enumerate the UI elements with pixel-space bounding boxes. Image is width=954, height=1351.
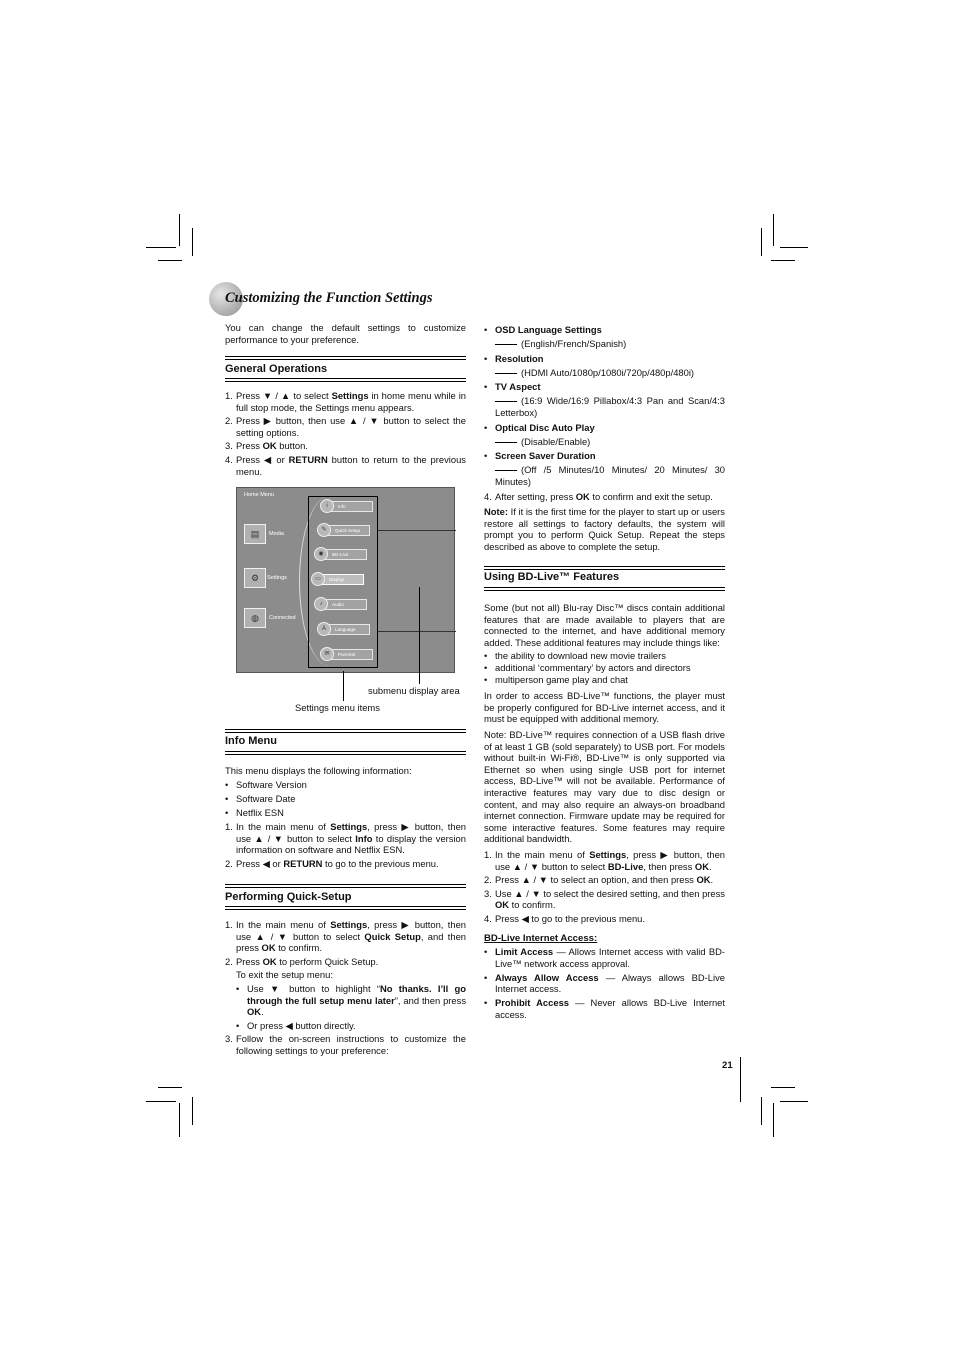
setting-values: (Disable/Enable) [484, 436, 725, 448]
access-heading: BD-Live Internet Access: [484, 933, 598, 944]
step-text: Press OK button. [236, 440, 308, 452]
submenu-item-label: Language [335, 627, 356, 632]
step-number: 1. [225, 820, 233, 832]
step-number: 2. [484, 874, 492, 886]
settings-list [484, 324, 725, 553]
info-list [225, 779, 466, 871]
access-option: • Always Allow Access — Always allows BD-Live Internet access. [484, 972, 725, 995]
home-menu-label: Home Menu [244, 492, 274, 498]
list-item: • Software Date [225, 793, 466, 805]
disc-icon: ◉ [314, 547, 328, 561]
list-item: • Netflix ESN [225, 807, 466, 819]
monitor-icon: ▭ [311, 572, 325, 586]
step-text: After setting, press OK to confirm and exit the setup. [495, 490, 713, 502]
setting-values: (16:9 Wide/16:9 Pillabox/4:3 Pan and Scan/4:3 Letterbox) [495, 395, 725, 419]
note-text: Note: If it is the first time for the player to start up or users restore all settings to factory defaults, the system will prompt you to perform Quick Setup. Repeat the steps described as above to complete the setup. [484, 506, 725, 552]
step-number: 1. [484, 849, 492, 860]
wand-icon: ✎ [317, 523, 331, 537]
step-text: Press ▼ / ▲ to select Settings in home menu while in full stop mode, the Settings menu appears. [236, 390, 466, 413]
list-item [484, 888, 725, 911]
setting-name: • Resolution [484, 353, 725, 365]
submenu-item-label: Quick Setup [335, 528, 361, 533]
general-steps [225, 390, 466, 479]
step-text: Press ▶ button, then use ▲ / ▼ button to select the setting options. [236, 415, 466, 438]
submenu-item [323, 501, 373, 512]
setting-values: (Off /5 Minutes/10 Minutes/ 20 Minutes/ 30 Minutes) [495, 464, 725, 488]
list-item [225, 415, 466, 438]
quick-heading: Performing Quick-Setup [225, 891, 352, 903]
speaker-icon: ♪ [314, 597, 328, 611]
list-item: • Or press ◀ button directly. [236, 1020, 466, 1032]
list-item: • Use ▼ button to highlight “No thanks. I’ll go through the full setup menu later”, and then press OK. [236, 983, 466, 1018]
bd-steps [484, 849, 725, 927]
list-item: • the ability to download new movie trailers [484, 650, 725, 662]
step-text: In the main menu of Settings, press ▶ button, then use ▲ / ▼ button to select Quick Setup, and then press OK to confirm. [236, 919, 467, 954]
list-item [225, 454, 466, 477]
step-text: In the main menu of Settings, press ▶ button, then use ▲ / ▼ button to select BD-Live, then press OK. [495, 849, 725, 872]
setting-name: • Optical Disc Auto Play [484, 422, 725, 434]
home-item-label: Settings [267, 575, 287, 581]
globe-icon: ◍ [244, 608, 266, 628]
submenu-item-label: Parental [338, 652, 356, 657]
submenu-item-label: Audio [332, 602, 344, 607]
page-number: 21 [722, 1060, 733, 1071]
step-text: Press ▲ / ▼ to select an option, and then press OK. [495, 874, 714, 886]
access-option: • Prohibit Access — Never allows BD-Live Internet access. [484, 997, 725, 1020]
step-number: 2. [225, 857, 233, 869]
setting-name: • Screen Saver Duration [484, 450, 725, 462]
list-item [225, 919, 466, 954]
submenu-item [320, 525, 370, 536]
general-heading: General Operations [225, 363, 328, 375]
step-number: 4. [225, 453, 233, 465]
callout-submenu: submenu display area [368, 685, 460, 696]
step-number: 3. [225, 1033, 233, 1045]
language-icon: A [317, 622, 331, 636]
home-item-label: Connected [269, 615, 296, 621]
submenu-item [317, 549, 367, 560]
callout-settings: Settings menu items [295, 702, 380, 713]
step-text: Use ▲ / ▼ to select the desired setting, and then press OK to confirm. [495, 887, 725, 911]
step-number: 2. [225, 955, 233, 967]
list-item [484, 913, 725, 925]
gear-icon: ⚙ [244, 568, 266, 588]
setting-name: • TV Aspect [484, 381, 725, 393]
submenu-item-label: BD-Live [332, 552, 349, 557]
setting-values: (HDMI Auto/1080p/1080i/720p/480p/480i) [484, 367, 725, 379]
bdlive-p1: Some (but not all) Blu-ray Disc™ discs contain additional features that are made available to players that are connected to the internet, and have additional memory added. These additional features may include things like: [484, 602, 725, 648]
settings-screen [236, 487, 455, 673]
step-text: Press OK to perform Quick Setup. [236, 955, 379, 967]
list-item [225, 390, 466, 413]
step-text: In the main menu of Settings, press ▶ button, then use ▲ / ▼ button to select Info to display the version information on software and Netflix ESN. [236, 820, 466, 856]
access-option: • Limit Access — Allows Internet access with valid BD-Live™ network access approval. [484, 946, 725, 969]
bdlive-p2: In order to access BD-Live™ functions, the player must be properly configured for BD-Live internet access, and it must be equipped with additional memory. [484, 690, 725, 725]
quick-list [225, 919, 466, 1057]
step-number: 2. [225, 415, 233, 427]
access-list [484, 946, 725, 1023]
exit-label: To exit the setup menu: [236, 969, 333, 981]
info-intro: This menu displays the following information: [225, 765, 412, 776]
list-item [225, 821, 466, 856]
list-item: • Software Version [225, 779, 466, 791]
list-item: • additional ‘commentary’ by actors and directors [484, 662, 725, 674]
info-heading: Info Menu [225, 735, 277, 747]
bdlive-p3: Note: BD-Live™ requires connection of a USB flash drive of at least 1 GB (sold separately) to USB port. For models without built-in Wi-Fi®, BD-Live™ is only supported via Ethernet so when using single USB port for internet access, BD-Live™ will not be available. Performance of interactive features may vary due to disc design or content, and may also require an always-on broadband internet connection. Firmware update may be required for some interactive features. Some features may require additional bandwidth. [484, 729, 725, 845]
step-number: 1. [225, 390, 233, 401]
submenu-item-label: Info [338, 504, 346, 509]
list-item [484, 874, 725, 886]
intro-text: You can change the default settings to customize performance to your preference. [225, 322, 466, 345]
list-item [225, 1033, 466, 1056]
setting-values: (English/French/Spanish) [484, 338, 725, 350]
step-text: Press ◀ or RETURN to go to the previous menu. [236, 857, 439, 869]
step-text: Press ◀ or RETURN button to return to the previous menu. [236, 453, 466, 477]
bd-bullets [484, 650, 725, 686]
list-item: • multiperson game play and chat [484, 674, 725, 686]
step-number: 3. [225, 440, 233, 452]
step-number: 3. [484, 887, 492, 899]
step-number: 4. [484, 490, 492, 502]
submenu-display-area [378, 530, 456, 632]
step-text: Press ◀ to go to the previous menu. [495, 912, 645, 924]
list-item [484, 491, 725, 503]
step-number: 4. [484, 912, 492, 924]
list-item [225, 956, 466, 968]
list-item [225, 858, 466, 870]
film-icon: ▤ [244, 524, 266, 544]
step-text: Follow the on-screen instructions to customize the following settings to your preference: [236, 1033, 466, 1056]
submenu-item [320, 624, 370, 635]
submenu-item [314, 574, 364, 585]
setting-name: • OSD Language Settings [484, 324, 725, 336]
submenu-item-label: Display [329, 577, 345, 582]
list-item [484, 849, 725, 872]
submenu-item [317, 599, 367, 610]
bdlive-heading: Using BD-Live™ Features [484, 571, 620, 583]
lock-icon: ✉ [320, 647, 334, 661]
page-title: Customizing the Function Settings [225, 290, 433, 306]
home-item-label: Media [269, 531, 284, 537]
step-number: 1. [225, 919, 233, 930]
submenu-item [323, 649, 373, 660]
list-item [225, 440, 466, 452]
info-icon: i [320, 499, 334, 513]
